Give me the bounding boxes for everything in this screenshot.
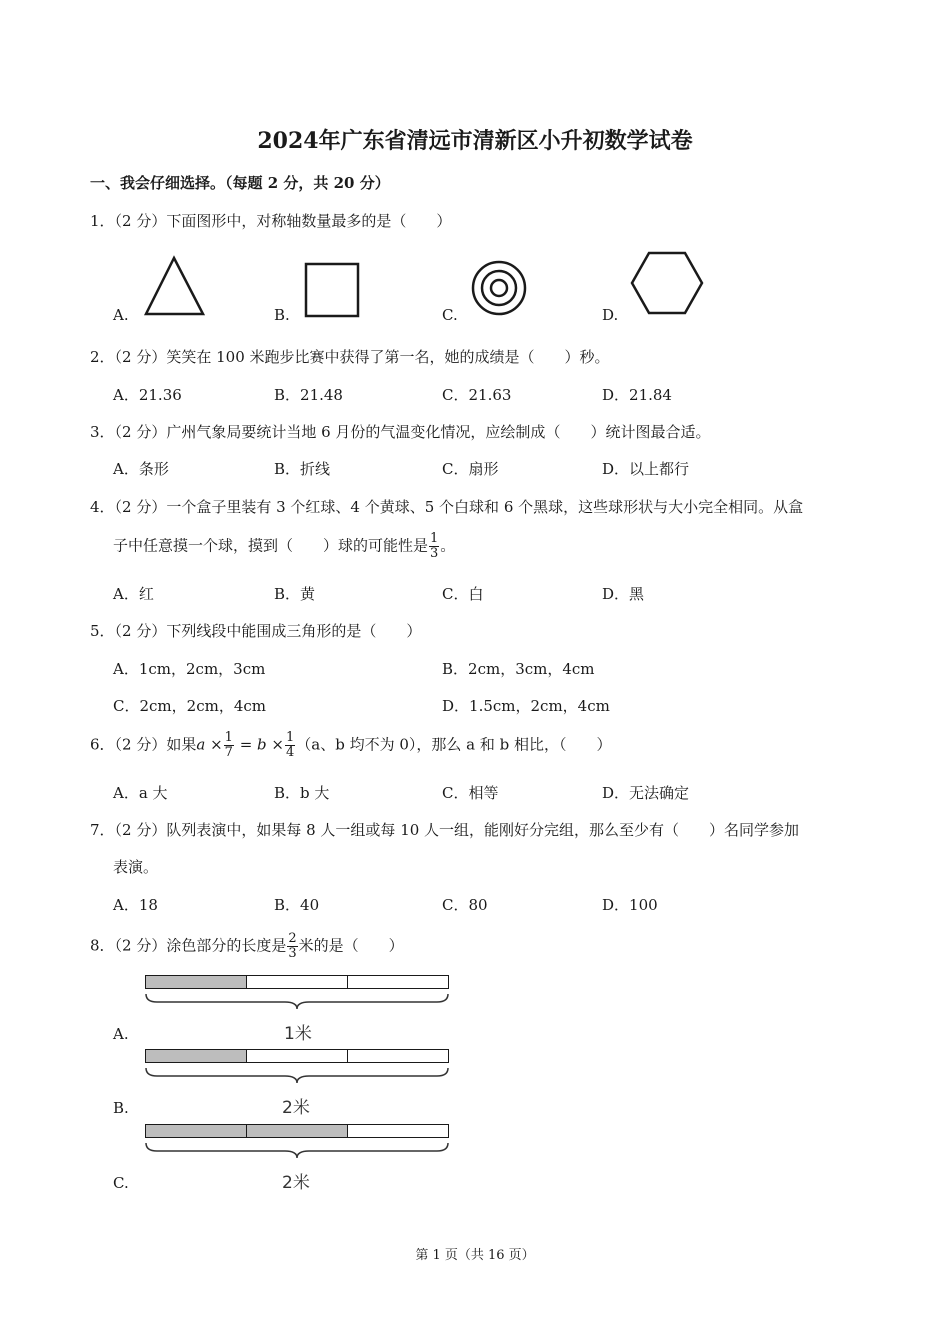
q8-option-b: B. [113, 1099, 129, 1117]
q8-prefix: 8．（2 分）涂色部分的长度是 [90, 936, 287, 955]
q4-option-d: D．黑 [602, 585, 645, 603]
q3-option-c: C．扇形 [442, 460, 499, 478]
q6-fraction-1-denominator: 7 [224, 745, 233, 760]
q6-prefix: 6．（2 分）如果 [90, 735, 197, 754]
q6-option-b: B．b 大 [274, 784, 330, 802]
q8-option-c: C. [113, 1174, 129, 1192]
q8-suffix: 米的是（ ） [298, 936, 404, 955]
q6-fraction-2 [285, 731, 295, 760]
q6-suffix: （a、b 均不为 0），那么 a 和 b 相比，（ ） [296, 735, 612, 754]
question-4-line-1: 4．（2 分）一个盒子里装有 3 个红球、4 个黄球、5 个白球和 6 个黑球，这些球形状与大小完全相同。从盒 [90, 498, 804, 516]
q6-option-d: D．无法确定 [602, 784, 690, 802]
q8-option-a: A. [113, 1025, 129, 1043]
q4-text: 子中任意摸一个球，摸到（ ）球的可能性是 [113, 536, 429, 555]
question-7-line-2: 表演。 [113, 858, 159, 876]
q8-fraction [287, 932, 297, 961]
section-heading: 一、我会仔细选择。（每题 2 分，共 20 分） [90, 174, 390, 192]
question-3: 3．（2 分）广州气象局要统计当地 6 月份的气温变化情况，应绘制成（ ）统计图最合适。 [90, 423, 711, 441]
q1-option-a: A. [113, 306, 129, 324]
q5-option-d: D．1.5cm，2cm，4cm [442, 697, 610, 715]
q3-option-b: B．折线 [274, 460, 331, 478]
triangle-shape [144, 255, 206, 317]
q4-fraction [429, 532, 439, 561]
q8-b-length-label: 2米 [282, 1098, 310, 1118]
q5-option-c: C．2cm，2cm，4cm [113, 697, 266, 715]
q2-option-d: D．21.84 [602, 386, 672, 404]
q6-fraction-1 [224, 731, 234, 760]
q6-option-a: A．a 大 [113, 784, 168, 802]
q7-option-c: C．80 [442, 896, 488, 914]
q8-bar-diagram-a [145, 975, 451, 1011]
q3-option-a: A．条形 [113, 460, 169, 478]
q8-bar-diagram-c [145, 1124, 451, 1160]
q4-option-a: A．红 [113, 585, 154, 603]
page-title: 2024年广东省清远市清新区小升初数学试卷 [257, 128, 693, 154]
question-8 [90, 932, 404, 961]
square-shape [304, 262, 360, 318]
q6-fraction-1-numerator: 1 [224, 730, 233, 745]
hexagon-shape [630, 251, 704, 315]
q7-option-b: B．40 [274, 896, 320, 914]
q6-option-c: C．相等 [442, 784, 499, 802]
q4-option-b: B．黄 [274, 585, 316, 603]
q6-equation-right: = b × [234, 735, 284, 754]
q6-fraction-2-numerator: 1 [285, 730, 295, 745]
q8-bar-diagram-b [145, 1049, 451, 1085]
q8-fraction-denominator: 3 [288, 946, 297, 961]
q7-option-a: A．18 [113, 896, 158, 914]
q6-equation-left: a × [196, 735, 223, 754]
q7-option-d: D．100 [602, 896, 658, 914]
q1-option-b: B. [274, 306, 290, 324]
question-1: 1．（2 分）下面图形中，对称轴数量最多的是（ ） [90, 212, 452, 230]
question-5: 5．（2 分）下列线段中能围成三角形的是（ ） [90, 622, 422, 640]
q5-option-a: A．1cm，2cm，3cm [113, 660, 266, 678]
q8-c-length-label: 2米 [282, 1173, 310, 1193]
q6-fraction-2-denominator: 4 [285, 745, 295, 760]
q4-fraction-denominator: 3 [430, 546, 439, 561]
question-4-line-2 [113, 532, 455, 561]
question-6 [90, 731, 612, 760]
q4-end: 。 [440, 536, 456, 555]
q8-a-length-label: 1米 [284, 1024, 312, 1044]
question-2: 2．（2 分）笑笑在 100 米跑步比赛中获得了第一名，她的成绩是（ ）秒。 [90, 348, 610, 366]
q5-option-b: B．2cm，3cm，4cm [442, 660, 595, 678]
page-footer: 第 1 页（共 16 页） [415, 1248, 535, 1263]
q4-option-c: C．白 [442, 585, 484, 603]
question-7-line-1: 7．（2 分）队列表演中，如果每 8 人一组或每 10 人一组，能刚好分完组，那么至少有（ ）名同学参加 [90, 821, 800, 839]
q3-option-d: D．以上都行 [602, 460, 690, 478]
q8-fraction-numerator: 2 [288, 931, 297, 946]
q4-fraction-numerator: 1 [430, 531, 439, 546]
q2-option-c: C．21.63 [442, 386, 512, 404]
q1-option-c: C. [442, 306, 458, 324]
q2-option-b: B．21.48 [274, 386, 343, 404]
concentric-circles-shape [471, 260, 527, 316]
q2-option-a: A．21.36 [113, 386, 182, 404]
q1-option-d: D. [602, 306, 619, 324]
